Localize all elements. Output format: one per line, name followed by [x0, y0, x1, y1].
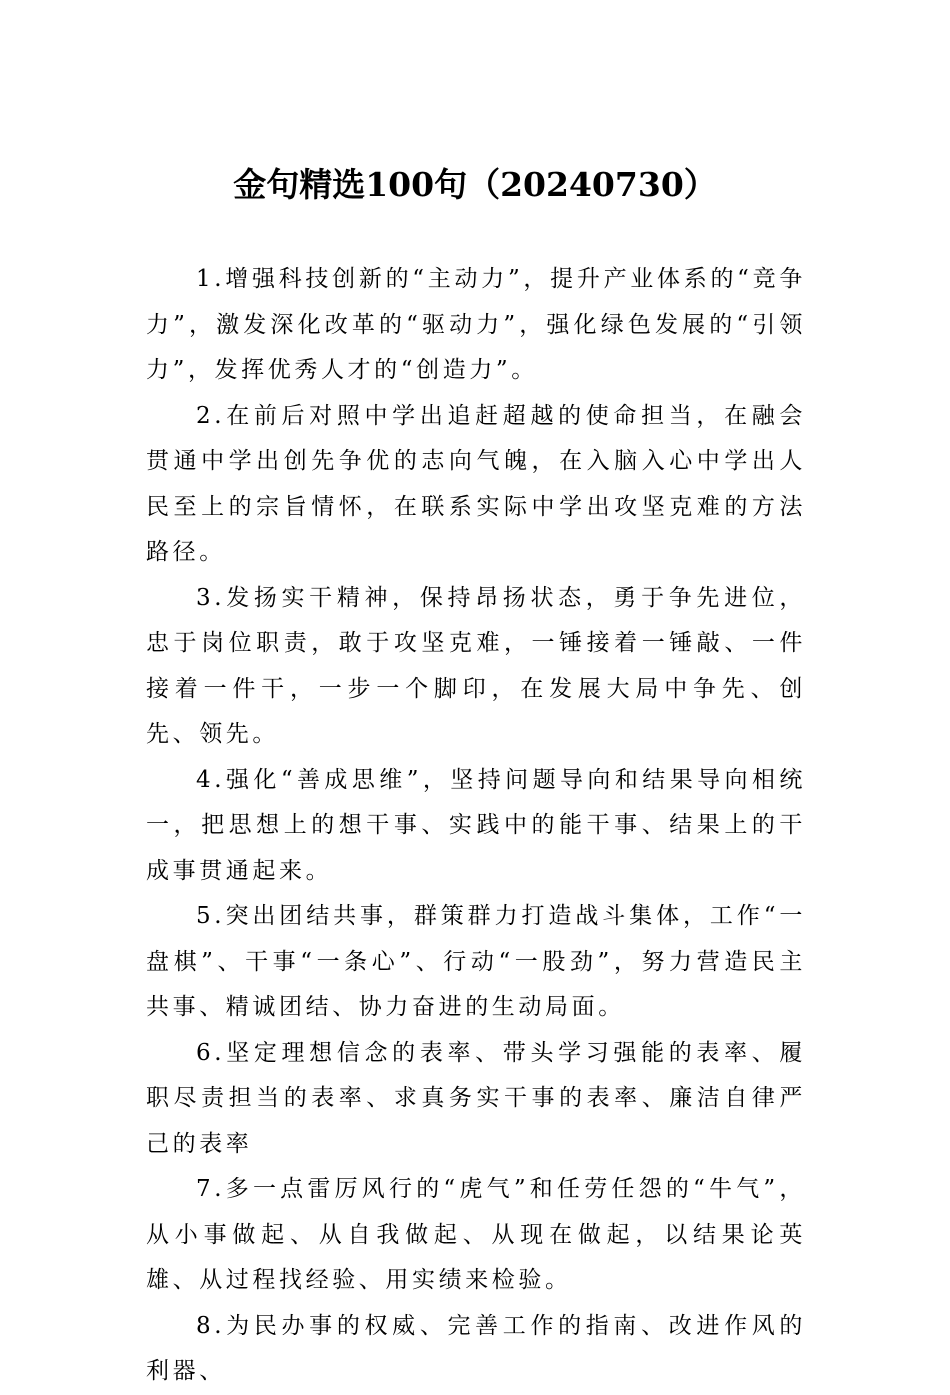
- paragraph-5: 5.突出团结共事，群策群力打造战斗集体，工作“一盘棋”、干事“一条心”、行动“一股劲”，努力营造民主共事、精诚团结、协力奋进的生动局面。: [146, 903, 806, 1020]
- paragraph-4: 4.强化“善成思维”，坚持问题导向和结果导向相统一，把思想上的想干事、实践中的能干事、结果上的干成事贯通起来。: [146, 766, 806, 884]
- paragraph-7: 7.多一点雷厉风行的“虎气”和任劳任怨的“牛气”，从小事做起、从自我做起、从现在做起，以结果论英雄、从过程找经验、用实绩来检验。: [146, 1176, 806, 1293]
- paragraph-3: 3.发扬实干精神，保持昂扬状态，勇于争先进位，忠于岗位职责，敢于攻坚克难，一锤接着一锤敲、一件接着一件干，一步一个脚印，在发展大局中争先、创先、领先。: [146, 584, 806, 747]
- paragraph-8: 8.为民办事的权威、完善工作的指南、改进作风的利器、: [146, 1312, 806, 1384]
- document-body: [146, 257, 806, 1395]
- paragraph-1: 1.增强科技创新的“主动力”，提升产业体系的“竞争力”，激发深化改革的“驱动力”，强化绿色发展的“引领力”，发挥优秀人才的“创造力”。: [146, 266, 806, 383]
- document-title: 金句精选100句（20240730）: [233, 165, 717, 204]
- paragraph-6: 6.坚定理想信念的表率、带头学习强能的表率、履职尽责担当的表率、求真务实干事的表率、廉洁自律严己的表率: [146, 1039, 806, 1157]
- paragraph-2: 2.在前后对照中学出追赶超越的使命担当，在融会贯通中学出创先争优的志向气魄，在入脑入心中学出人民至上的宗旨情怀，在联系实际中学出攻坚克难的方法路径。: [146, 402, 806, 565]
